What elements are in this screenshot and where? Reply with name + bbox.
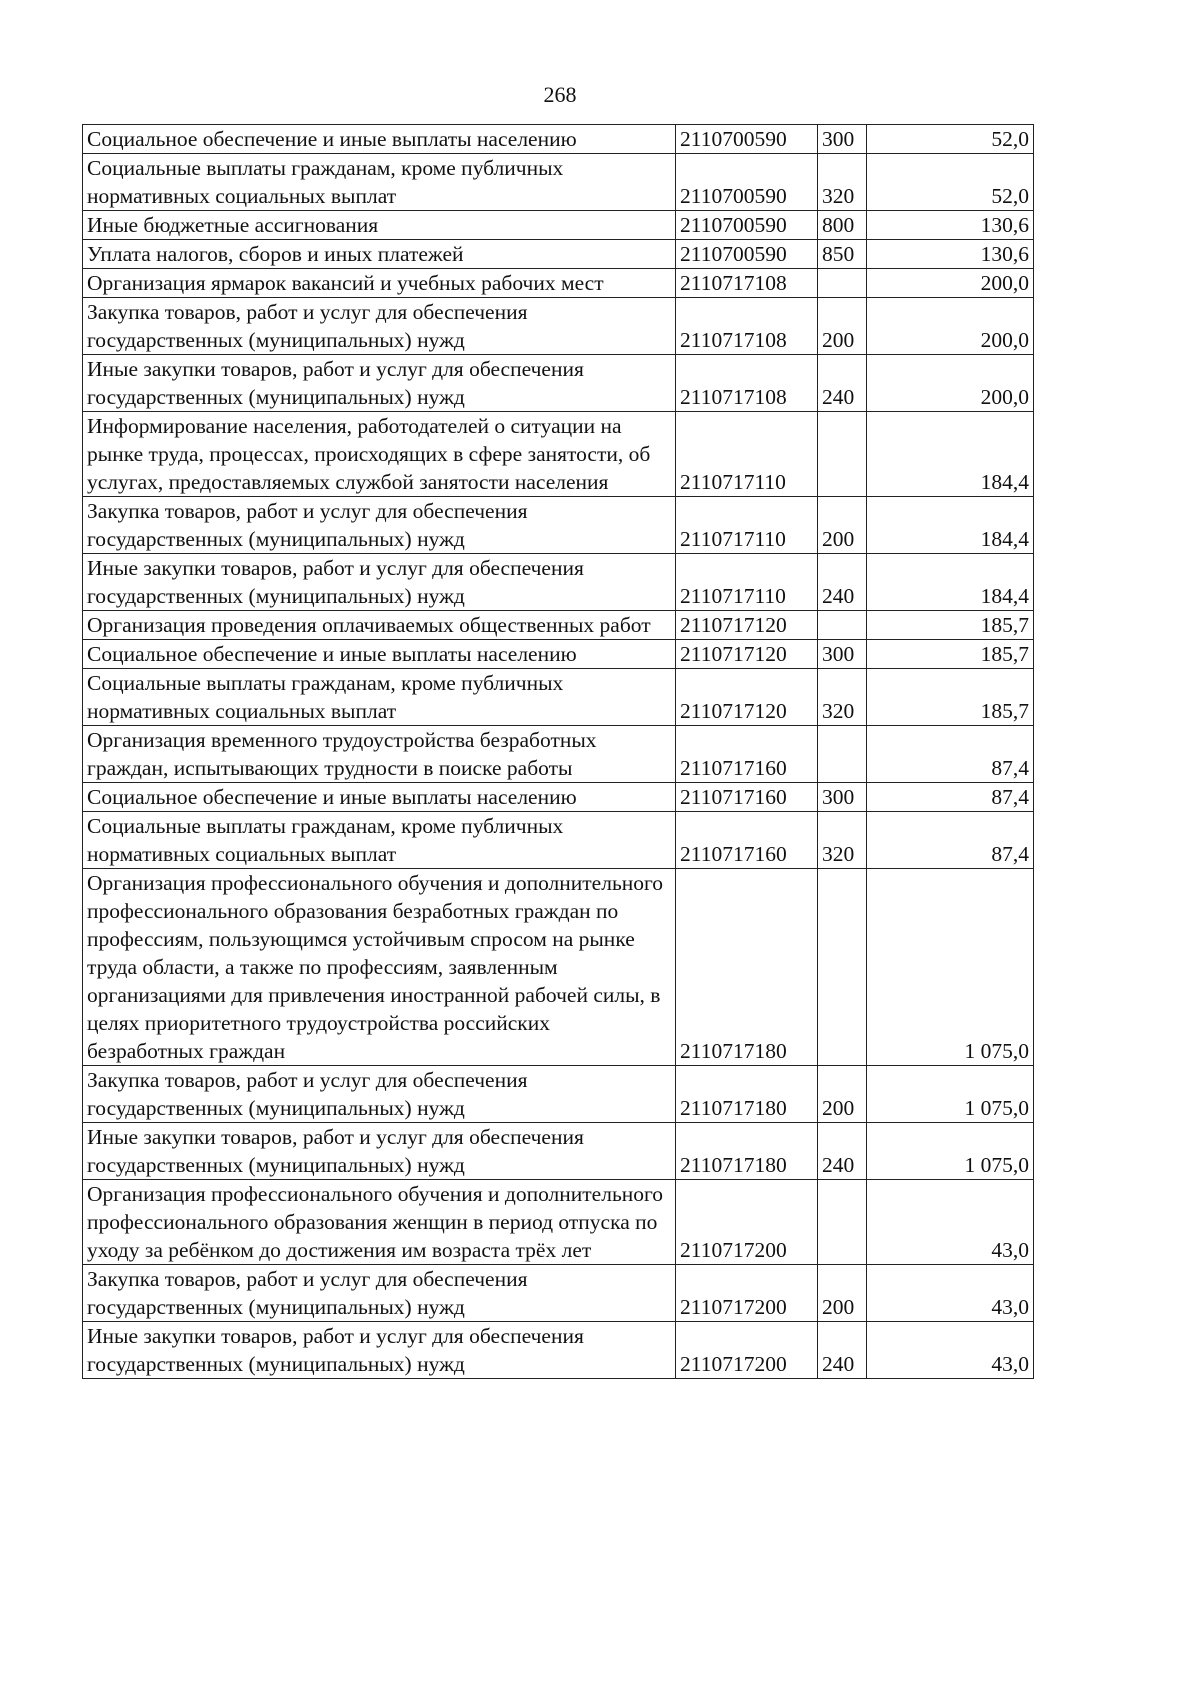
row-name-cell: Иные закупки товаров, работ и услуг для обеспечения государственных (муниципальных) нужд: [83, 355, 676, 412]
row-name-cell: Уплата налогов, сборов и иных платежей: [83, 240, 676, 269]
table-row: [83, 355, 1034, 412]
row-type-cell: 240: [818, 355, 867, 412]
row-code-cell: 2110700590: [676, 125, 818, 154]
row-sum-cell: 87,4: [867, 812, 1034, 869]
row-type-cell: 300: [818, 640, 867, 669]
row-name-cell: Иные бюджетные ассигнования: [83, 211, 676, 240]
row-code-cell: 2110717108: [676, 355, 818, 412]
table-row: [83, 298, 1034, 355]
row-type-cell: [818, 412, 867, 497]
row-name-cell: Организация временного трудоустройства безработных граждан, испытывающих трудности в поиске работы: [83, 726, 676, 783]
table-row: [83, 812, 1034, 869]
row-code-cell: 2110700590: [676, 211, 818, 240]
row-name-cell: Закупка товаров, работ и услуг для обеспечения государственных (муниципальных) нужд: [83, 298, 676, 355]
row-name-cell: Информирование населения, работодателей о ситуации на рынке труда, процессах, происходящих в сфере занятости, об услугах, предоставляемых службой занятости населения: [83, 412, 676, 497]
table-row: [83, 869, 1034, 1066]
row-code-cell: 2110717120: [676, 640, 818, 669]
row-name-cell: Организация проведения оплачиваемых общественных работ: [83, 611, 676, 640]
row-code-cell: 2110717180: [676, 869, 818, 1066]
row-code-cell: 2110717160: [676, 783, 818, 812]
row-name-cell: Социальные выплаты гражданам, кроме публичных нормативных социальных выплат: [83, 154, 676, 211]
row-type-cell: 850: [818, 240, 867, 269]
row-type-cell: 320: [818, 812, 867, 869]
row-code-cell: 2110717160: [676, 812, 818, 869]
table-row: [83, 269, 1034, 298]
table-row: [83, 783, 1034, 812]
table-row: [83, 412, 1034, 497]
row-name-cell: Иные закупки товаров, работ и услуг для обеспечения государственных (муниципальных) нужд: [83, 554, 676, 611]
row-code-cell: 2110717108: [676, 269, 818, 298]
table-row: [83, 125, 1034, 154]
row-type-cell: 320: [818, 669, 867, 726]
row-sum-cell: 43,0: [867, 1322, 1034, 1379]
row-sum-cell: 87,4: [867, 726, 1034, 783]
table-row: [83, 211, 1034, 240]
row-type-cell: [818, 269, 867, 298]
table-row: [83, 1180, 1034, 1265]
row-sum-cell: 130,6: [867, 211, 1034, 240]
row-code-cell: 2110717180: [676, 1123, 818, 1180]
table-row: [83, 726, 1034, 783]
row-code-cell: 2110700590: [676, 154, 818, 211]
table-row: [83, 1322, 1034, 1379]
row-sum-cell: 43,0: [867, 1180, 1034, 1265]
table-row: [83, 554, 1034, 611]
row-name-cell: Закупка товаров, работ и услуг для обеспечения государственных (муниципальных) нужд: [83, 497, 676, 554]
row-sum-cell: 87,4: [867, 783, 1034, 812]
row-type-cell: 240: [818, 1322, 867, 1379]
page-number: 268: [543, 82, 577, 107]
table-row: [83, 1066, 1034, 1123]
row-sum-cell: 200,0: [867, 298, 1034, 355]
row-sum-cell: 184,4: [867, 554, 1034, 611]
row-name-cell: Закупка товаров, работ и услуг для обеспечения государственных (муниципальных) нужд: [83, 1066, 676, 1123]
row-sum-cell: 1 075,0: [867, 1066, 1034, 1123]
table-row: [83, 1265, 1034, 1322]
row-sum-cell: 130,6: [867, 240, 1034, 269]
row-type-cell: [818, 1180, 867, 1265]
row-name-cell: Социальное обеспечение и иные выплаты населению: [83, 640, 676, 669]
table-row: [83, 1123, 1034, 1180]
row-sum-cell: 200,0: [867, 355, 1034, 412]
row-type-cell: [818, 611, 867, 640]
table-row: [83, 497, 1034, 554]
row-code-cell: 2110717160: [676, 726, 818, 783]
row-name-cell: Организация профессионального обучения и дополнительного профессионального образования безработных граждан по профессиям, пользующимся устойчивым спросом на рынке труда области, а также по профессиям, заявленным организациями для привлечения иностранной рабочей силы, в целях приоритетного трудоустройства российских безработных граждан: [83, 869, 676, 1066]
row-sum-cell: 52,0: [867, 154, 1034, 211]
row-sum-cell: 185,7: [867, 669, 1034, 726]
row-type-cell: 200: [818, 298, 867, 355]
table-row: [83, 611, 1034, 640]
row-name-cell: Организация ярмарок вакансий и учебных рабочих мест: [83, 269, 676, 298]
row-code-cell: 2110717120: [676, 611, 818, 640]
table-row: [83, 240, 1034, 269]
row-sum-cell: 185,7: [867, 611, 1034, 640]
row-type-cell: [818, 869, 867, 1066]
row-name-cell: Социальное обеспечение и иные выплаты населению: [83, 783, 676, 812]
row-sum-cell: 185,7: [867, 640, 1034, 669]
row-code-cell: 2110717200: [676, 1265, 818, 1322]
row-name-cell: Иные закупки товаров, работ и услуг для обеспечения государственных (муниципальных) нужд: [83, 1123, 676, 1180]
row-code-cell: 2110717110: [676, 497, 818, 554]
row-name-cell: Социальные выплаты гражданам, кроме публичных нормативных социальных выплат: [83, 812, 676, 869]
row-type-cell: 200: [818, 497, 867, 554]
row-type-cell: 320: [818, 154, 867, 211]
row-type-cell: 300: [818, 783, 867, 812]
row-name-cell: Организация профессионального обучения и дополнительного профессионального образования женщин в период отпуска по уходу за ребёнком до достижения им возраста трёх лет: [83, 1180, 676, 1265]
row-type-cell: 300: [818, 125, 867, 154]
row-sum-cell: 52,0: [867, 125, 1034, 154]
row-name-cell: Социальные выплаты гражданам, кроме публичных нормативных социальных выплат: [83, 669, 676, 726]
row-name-cell: Иные закупки товаров, работ и услуг для обеспечения государственных (муниципальных) нужд: [83, 1322, 676, 1379]
row-code-cell: 2110717180: [676, 1066, 818, 1123]
row-sum-cell: 1 075,0: [867, 869, 1034, 1066]
row-type-cell: 240: [818, 554, 867, 611]
budget-table: [82, 124, 1034, 1379]
row-type-cell: [818, 726, 867, 783]
row-sum-cell: 184,4: [867, 497, 1034, 554]
row-type-cell: 200: [818, 1066, 867, 1123]
row-name-cell: Социальное обеспечение и иные выплаты населению: [83, 125, 676, 154]
table-row: [83, 154, 1034, 211]
row-type-cell: 800: [818, 211, 867, 240]
row-sum-cell: 200,0: [867, 269, 1034, 298]
row-type-cell: 240: [818, 1123, 867, 1180]
row-code-cell: 2110717108: [676, 298, 818, 355]
budget-table-body: [83, 125, 1034, 1379]
row-sum-cell: 43,0: [867, 1265, 1034, 1322]
row-code-cell: 2110717110: [676, 412, 818, 497]
table-row: [83, 640, 1034, 669]
row-type-cell: 200: [818, 1265, 867, 1322]
table-row: [83, 669, 1034, 726]
row-code-cell: 2110717120: [676, 669, 818, 726]
row-sum-cell: 184,4: [867, 412, 1034, 497]
row-sum-cell: 1 075,0: [867, 1123, 1034, 1180]
row-code-cell: 2110700590: [676, 240, 818, 269]
row-code-cell: 2110717200: [676, 1180, 818, 1265]
row-name-cell: Закупка товаров, работ и услуг для обеспечения государственных (муниципальных) нужд: [83, 1265, 676, 1322]
row-code-cell: 2110717110: [676, 554, 818, 611]
row-code-cell: 2110717200: [676, 1322, 818, 1379]
